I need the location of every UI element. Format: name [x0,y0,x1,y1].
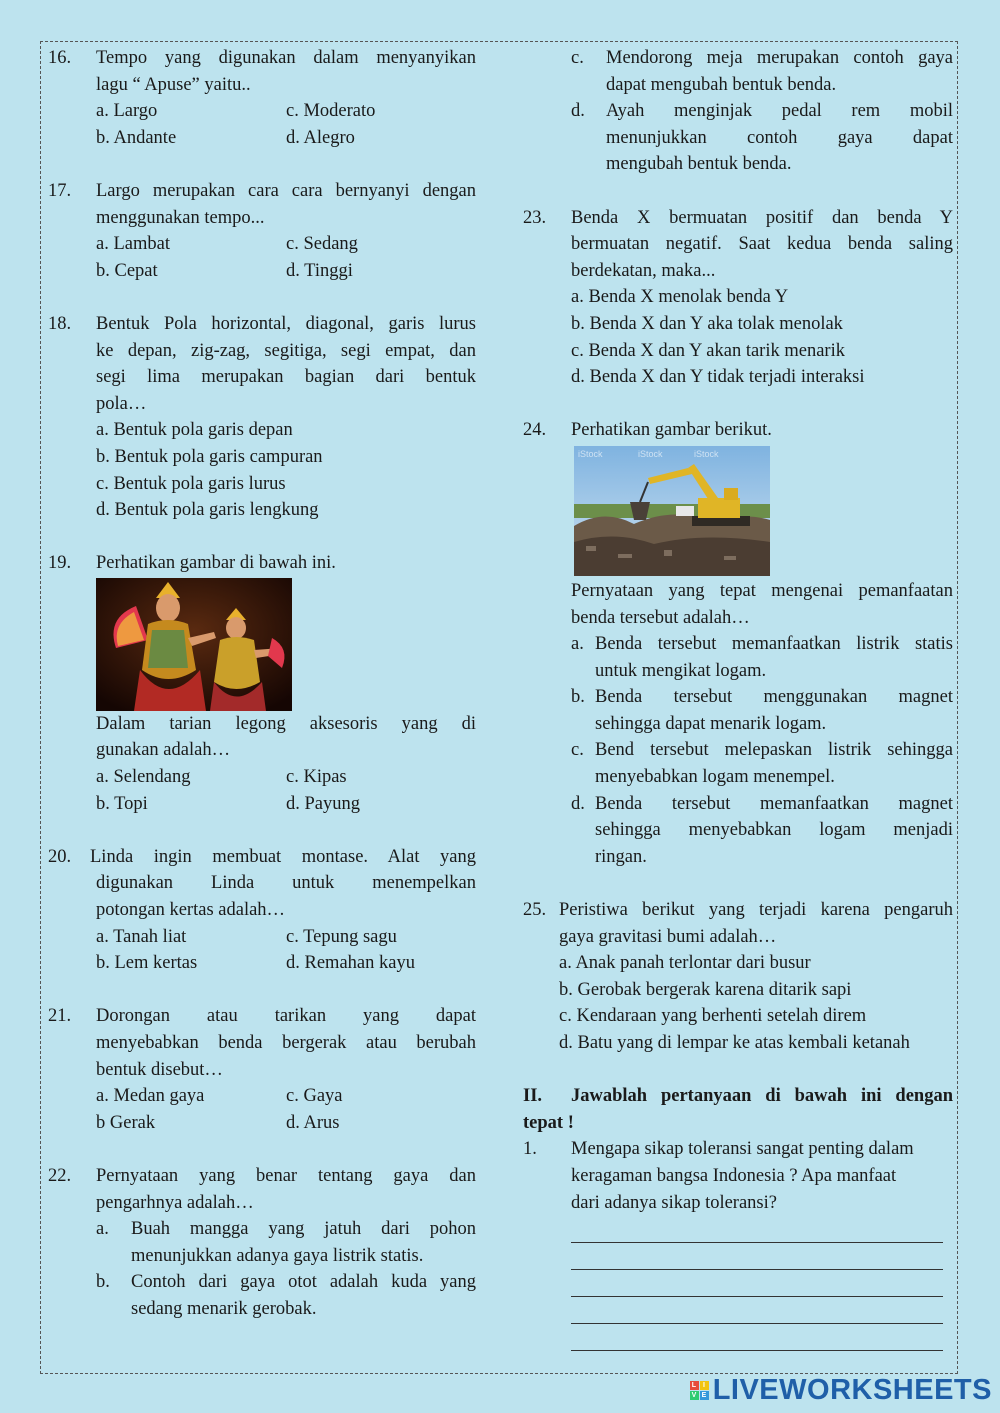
question-24: 24. Perhatikan gambar berikut. iStock iStock iStock Pernyataan yang tepat mengenai pemanfaatan benda tersebut adalah… a. Benda tersebut memanfaatkan listrik statis untuk mengikat logam. b. Benda tersebut menggunakan magnet sehingga dapat menarik logam. c. Bend tersebut melepaskan listrik sehingga menyebabkan logam menempel. d. Benda tersebut memanfaatkan magnet sehingga menyebabkan logam menjadi ringan. [523,417,953,870]
question-number: 25. [523,900,547,921]
question-25: 25. Peristiwa berikut yang terjadi karena pengaruh gaya gravitasi bumi adalah… a. Anak panah terlontar dari busur b. Gerobak bergerak karena ditarik sapi c. Kendaraan yang berhenti setelah direm d. Batu yang di lempar ke atas kembali ketanah [523,897,953,1057]
option-b[interactable]: b. Benda tersebut menggunakan magnet sehingga dapat menarik logam. [571,687,953,734]
answer-line[interactable] [571,1324,943,1351]
liveworksheets-logo: L I V E LIVEWORKSHEETS [691,1374,992,1406]
option-c[interactable]: c. Sedang [286,234,358,255]
option-c[interactable]: c. Bentuk pola garis lurus [96,473,286,494]
option-c[interactable]: c. Gaya [286,1086,343,1107]
option-d[interactable]: d. Benda tersebut memanfaatkan magnet sehingga menyebabkan logam menjadi ringan. [571,793,953,867]
svg-text:iStock: iStock [638,448,663,459]
option-b[interactable]: b. Topi [96,793,148,814]
excavator-image [574,446,770,576]
option-d[interactable]: d. Payung [286,793,360,814]
question-18: 18. Bentuk Pola horizontal, diagonal, garis lurus ke depan, zig-zag, segitiga, segi empat, dan segi lima merupakan bagian dari bentuk pola… a. Bentuk pola garis depan b. Bentuk pola garis campuran c. Bentuk pola garis lurus d. Bentuk pola garis lengkung [48,311,476,524]
option-d[interactable]: d. Benda X dan Y tidak terjadi interaksi [571,367,865,388]
option-b[interactable]: b. Bentuk pola garis campuran [96,446,323,467]
question-number: 17. [48,180,72,201]
option-a[interactable]: a. Lambat [96,234,170,255]
option-d[interactable]: d. Remahan kayu [286,953,415,974]
answer-line[interactable] [571,1270,943,1297]
question-number: 20. [48,846,72,867]
option-d[interactable]: d. Batu yang di lempar ke atas kembali ketanah [559,1033,910,1053]
question-22: 22. Pernyataan yang benar tentang gaya dan pengarhnya adalah… a. Buah mangga yang jatuh dari pohon menunjukkan adanya gaya listrik statis. b. Contoh dari gaya otot adalah kuda yang sedang menarik gerobak. [48,1163,476,1323]
question-22-continued [523,45,953,178]
option-c[interactable]: c. Benda X dan Y akan tarik menarik [571,340,845,361]
option-a[interactable]: a. Benda tersebut memanfaatkan listrik statis untuk mengikat logam. [571,634,953,681]
answer-line[interactable] [571,1243,943,1270]
question-number: 16. [48,48,72,68]
question-number: 24. [523,420,547,441]
question-number: 1. [523,1139,537,1160]
option-c[interactable]: c. Mendorong meja merupakan contoh gaya dapat mengubah bentuk benda. [571,48,953,95]
essay-question-1: 1. Mengapa sikap toleransi sangat penting dalam keragaman bangsa Indonesia ? Apa manfaat dari adanya sikap toleransi? [523,1136,953,1216]
option-b[interactable]: b. Contoh dari gaya otot adalah kuda yang sedang menarik gerobak. [96,1272,476,1319]
question-number: 18. [48,313,72,334]
question-16: 16. Tempo yang digunakan dalam menyanyikan lagu “ Apuse” yaitu.. a. Largo c. Moderato b. Andante d. Alegro [48,45,476,151]
option-d[interactable]: d. Arus [286,1112,340,1133]
option-a[interactable]: a. Benda X menolak benda Y [571,287,789,308]
option-a[interactable]: a. Buah mangga yang jatuh dari pohon menunjukkan adanya gaya listrik statis. [96,1219,476,1266]
option-a[interactable]: a. Bentuk pola garis depan [96,420,293,441]
left-column [48,45,476,1323]
option-a[interactable]: a. Selendang [96,767,191,788]
option-c[interactable]: c. Bend tersebut melepaskan listrik sehingga menyebabkan logam menempel. [571,740,953,788]
answer-line[interactable] [571,1216,943,1243]
option-a[interactable]: a. Tanah liat [96,926,187,947]
option-c[interactable]: c. Kendaraan yang berhenti setelah direm [559,1006,867,1027]
option-b[interactable]: b. Gerobak bergerak karena ditarik sapi [559,979,852,1000]
question-17: 17. Largo merupakan cara cara bernyanyi dengan menggunakan tempo... a. Lambat c. Sedang b. Cepat d. Tinggi [48,178,476,284]
option-c[interactable]: c. Tepung sagu [286,926,397,947]
section-2-heading: II. Jawablah pertanyaan di bawah ini dengan tepat ! [523,1086,953,1133]
question-number: 22. [48,1165,72,1186]
option-a[interactable]: a. Medan gaya [96,1086,205,1107]
right-column [523,45,953,1351]
option-b[interactable]: b. Cepat [96,260,158,281]
option-d[interactable]: d. Ayah menginjak pedal rem mobil menunjukkan contoh gaya dapat mengubah bentuk benda. [571,101,953,175]
question-number: 21. [48,1006,72,1027]
option-b[interactable]: b. Benda X dan Y aka tolak menolak [571,313,843,334]
question-20: 20. Linda ingin membuat montase. Alat yang digunakan Linda untuk menempelkan potongan kertas adalah… a. Tanah liat c. Tepung sagu b. Lem kertas d. Remahan kayu [48,844,476,977]
liveworksheets-icon: L I V E [691,1382,707,1399]
option-d[interactable]: d. Alegro [286,127,355,148]
option-b[interactable]: b. Andante [96,127,177,148]
question-number: 19. [48,553,72,574]
question-23: 23. Benda X bermuatan positif dan benda Y bermuatan negatif. Saat kedua benda saling berdekatan, maka... a. Benda X menolak benda Y b. Benda X dan Y aka tolak menolak c. Benda X dan Y akan tarik menarik d. Benda X dan Y tidak terjadi interaksi [523,205,953,391]
option-a[interactable]: a. Anak panah terlontar dari busur [559,953,811,974]
option-c[interactable]: c. Kipas [286,767,347,788]
option-b[interactable]: b. Lem kertas [96,953,198,974]
question-number: 23. [523,207,547,228]
option-d[interactable]: d. Tinggi [286,260,353,281]
option-b[interactable]: b Gerak [96,1112,156,1133]
option-d[interactable]: d. Bentuk pola garis lengkung [96,500,319,521]
option-c[interactable]: c. Moderato [286,101,376,122]
svg-text:iStock: iStock [578,448,603,459]
legong-dancer-image [96,578,292,711]
answer-line[interactable] [571,1297,943,1324]
svg-text:iStock: iStock [694,448,719,459]
answer-area[interactable] [523,1216,953,1351]
option-a[interactable]: a. Largo [96,101,158,122]
question-19: 19. Perhatikan gambar di bawah ini. Dalam tarian legong aksesoris yang di gunakan adalah… a. Selendang c. Kipas b. Topi d. Payung [48,550,476,817]
question-21: 21. Dorongan atau tarikan yang dapat menyebabkan benda bergerak atau berubah bentuk disebut… a. Medan gaya c. Gaya b Gerak d. Arus [48,1003,476,1136]
